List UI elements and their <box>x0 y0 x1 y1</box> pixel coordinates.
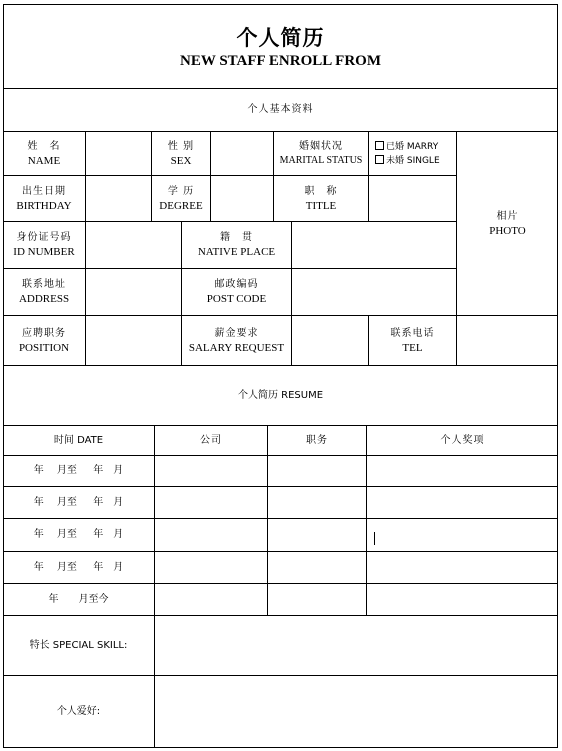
resume-duty-cell[interactable] <box>268 456 366 486</box>
page-title: 个人简历 <box>236 26 325 50</box>
resume-company-cell[interactable] <box>155 456 267 486</box>
label-address: 联系地址 ADDRESS <box>18 279 70 305</box>
label-hobby: 个人爱好: <box>56 706 101 717</box>
birthday-field[interactable] <box>86 176 151 221</box>
header-date: 时间 DATE <box>53 434 104 446</box>
tel-field[interactable] <box>457 316 558 365</box>
resume-company-cell[interactable] <box>155 487 267 518</box>
label-special-skill: 特长 SPECIAL SKILL: <box>29 639 128 651</box>
label-name: 姓 名 NAME <box>27 140 61 167</box>
resume-date-cell[interactable]: 年 月至 年 月 <box>33 561 124 573</box>
salary-request-field[interactable] <box>292 316 368 365</box>
native-place-field[interactable] <box>292 222 456 268</box>
resume-duty-cell[interactable] <box>268 584 366 615</box>
label-tel: 联系电话 TEL <box>390 327 435 354</box>
post-code-field[interactable] <box>292 269 456 315</box>
resume-duty-cell[interactable] <box>268 487 366 518</box>
resume-award-cell[interactable] <box>367 519 558 551</box>
section-resume: 个人简历 RESUME <box>237 389 324 401</box>
label-position: 应聘职务 POSITION <box>18 327 70 354</box>
checkbox-single[interactable] <box>375 155 384 164</box>
degree-field[interactable] <box>211 176 273 221</box>
resume-award-cell[interactable] <box>367 584 558 615</box>
resume-form <box>3 4 558 748</box>
resume-award-cell[interactable] <box>367 487 558 518</box>
label-title: 职 称 TITLE <box>304 185 338 212</box>
name-field[interactable] <box>86 132 151 175</box>
address-field[interactable] <box>86 269 181 315</box>
label-id-number: 身份证号码 ID NUMBER <box>13 232 75 258</box>
header-company: 公司 <box>200 434 222 446</box>
label-birthday: 出生日期 BIRTHDAY <box>16 185 72 212</box>
text-cursor <box>374 532 375 545</box>
resume-duty-cell[interactable] <box>268 552 366 583</box>
id-number-field[interactable] <box>86 222 181 268</box>
position-field[interactable] <box>86 316 181 365</box>
section-basic-info: 个人基本资料 <box>247 104 314 115</box>
resume-duty-cell[interactable] <box>268 519 366 551</box>
header-award: 个人奖项 <box>440 434 485 446</box>
header-duty: 职务 <box>306 434 328 446</box>
label-sex: 性 别 SEX <box>167 140 195 167</box>
resume-company-cell[interactable] <box>155 552 267 583</box>
resume-company-cell[interactable] <box>155 584 267 615</box>
sex-field[interactable] <box>211 132 273 175</box>
resume-award-cell[interactable] <box>367 456 558 486</box>
resume-date-cell[interactable]: 年 月至 年 月 <box>33 529 124 540</box>
title-field[interactable] <box>369 176 456 221</box>
option-married[interactable]: 已婚 MARRY <box>375 140 438 154</box>
label-native-place: 籍 贯 NATIVE PLACE <box>197 232 276 258</box>
label-salary-request: 薪金要求 SALARY REQUEST <box>188 327 285 354</box>
resume-company-cell[interactable] <box>155 519 267 551</box>
resume-date-cell[interactable]: 年 月至今 <box>48 593 109 605</box>
form-header <box>3 18 558 78</box>
marital-options <box>369 132 456 175</box>
label-marital-status: 婚姻状况 MARITAL STATUS <box>279 140 363 166</box>
label-degree: 学 历 DEGREE <box>159 185 203 212</box>
hobby-field[interactable] <box>155 676 558 748</box>
resume-award-cell[interactable] <box>367 552 558 583</box>
special-skill-field[interactable] <box>155 616 558 675</box>
resume-date-cell[interactable]: 年 月至 年 月 <box>33 496 124 508</box>
photo-box[interactable]: 相片 PHOTO <box>489 210 526 237</box>
page-subtitle: NEW STAFF ENROLL FROM <box>180 53 381 69</box>
resume-date-cell[interactable]: 年 月至 年 月 <box>33 465 124 476</box>
checkbox-married[interactable] <box>375 141 384 150</box>
label-post-code: 邮政编码 POST CODE <box>206 279 267 305</box>
option-single[interactable]: 未婚 SINGLE <box>375 154 440 168</box>
